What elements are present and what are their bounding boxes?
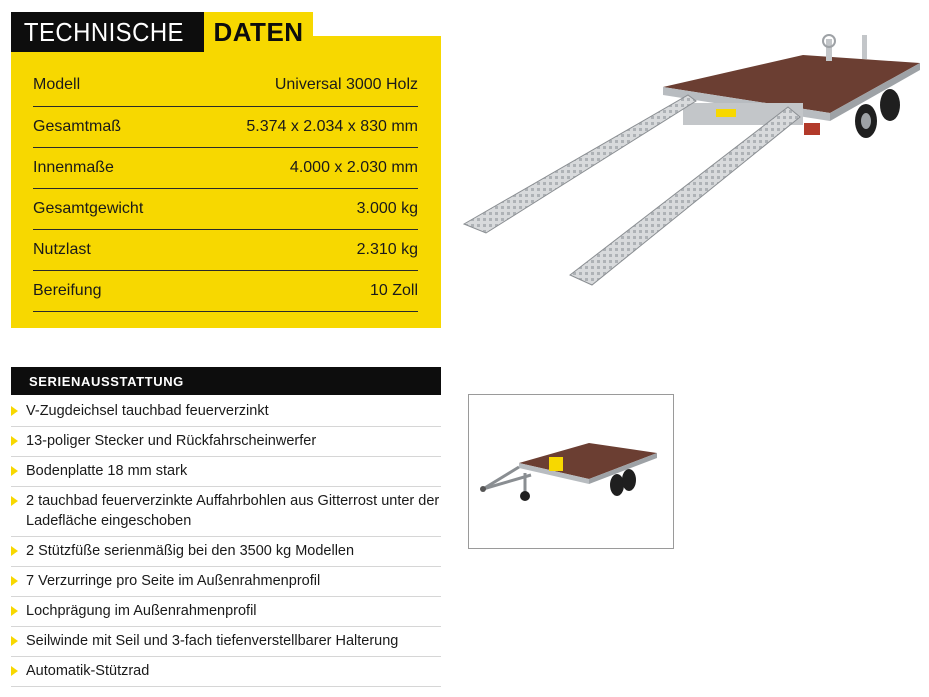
spec-row-gesamtgewicht [33, 189, 418, 230]
trailer-thumbnail-image [469, 395, 673, 548]
list-item [11, 487, 441, 537]
list-item-text: 13-poliger Stecker und Rückfahrscheinwerfer [26, 433, 317, 449]
header-title-part1: TECHNISCHE [23, 16, 184, 47]
list-item-text: Bodenplatte 18 mm stark [26, 463, 188, 479]
spec-value: 4.000 x 2.030 mm [289, 159, 418, 176]
spec-row-bereifung [33, 271, 418, 312]
spec-value: 5.374 x 2.034 x 830 mm [246, 118, 418, 135]
list-item-text: 2 tauchbad feuerverzinkte Auffahrbohlen aus Gitterrost unter der Ladefläche eingeschoben [26, 493, 440, 529]
bullet-triangle-icon [11, 606, 18, 616]
bullet-triangle-icon [11, 436, 18, 446]
header-title-part2: DATEN [204, 12, 313, 52]
list-item [11, 597, 441, 627]
spec-table [33, 64, 418, 312]
bullet-triangle-icon [11, 406, 18, 416]
spec-label: Innenmaße [33, 159, 114, 176]
spec-value: 2.310 kg [356, 241, 418, 258]
bullet-triangle-icon [11, 466, 18, 476]
spec-value: 10 Zoll [369, 282, 418, 299]
list-item-text: Automatik-Stützrad [26, 663, 150, 679]
trailer-thumbnail[interactable] [468, 394, 674, 549]
bullet-triangle-icon [11, 546, 18, 556]
list-item-text: V-Zugdeichsel tauchbad feuerverzinkt [26, 403, 269, 419]
spec-label: Nutzlast [33, 241, 91, 258]
feature-list [11, 397, 441, 687]
trailer-main-image [458, 25, 928, 315]
serienausstattung-header: SERIENAUSSTATTUNG [11, 367, 441, 395]
spec-label: Modell [33, 76, 81, 93]
spec-value: 3.000 kg [356, 200, 418, 217]
list-item [11, 537, 441, 567]
bullet-triangle-icon [11, 496, 18, 506]
bullet-triangle-icon [11, 666, 18, 676]
spec-row-nutzlast [33, 230, 418, 271]
list-item [11, 427, 441, 457]
list-item-text: Seilwinde mit Seil und 3-fach tiefenverstellbarer Halterung [26, 633, 399, 649]
bullet-triangle-icon [11, 576, 18, 586]
list-item [11, 397, 441, 427]
list-item [11, 457, 441, 487]
list-item [11, 567, 441, 597]
spec-label: Gesamtmaß [33, 118, 122, 135]
list-item [11, 627, 441, 657]
list-item [11, 657, 441, 687]
spec-label: Gesamtgewicht [33, 200, 144, 217]
spec-row-innenmasse [33, 148, 418, 189]
list-item-text: 2 Stützfüße serienmäßig bei den 3500 kg Modellen [26, 543, 355, 559]
technische-daten-header [11, 12, 313, 52]
spec-value: Universal 3000 Holz [274, 76, 418, 93]
list-item-text: 7 Verzurringe pro Seite im Außenrahmenprofil [26, 573, 321, 589]
bullet-triangle-icon [11, 636, 18, 646]
list-item-text: Lochprägung im Außenrahmenprofil [26, 603, 257, 619]
spec-row-gesamtmass [33, 107, 418, 148]
spec-label: Bereifung [33, 282, 102, 299]
spec-row-modell [33, 64, 418, 107]
